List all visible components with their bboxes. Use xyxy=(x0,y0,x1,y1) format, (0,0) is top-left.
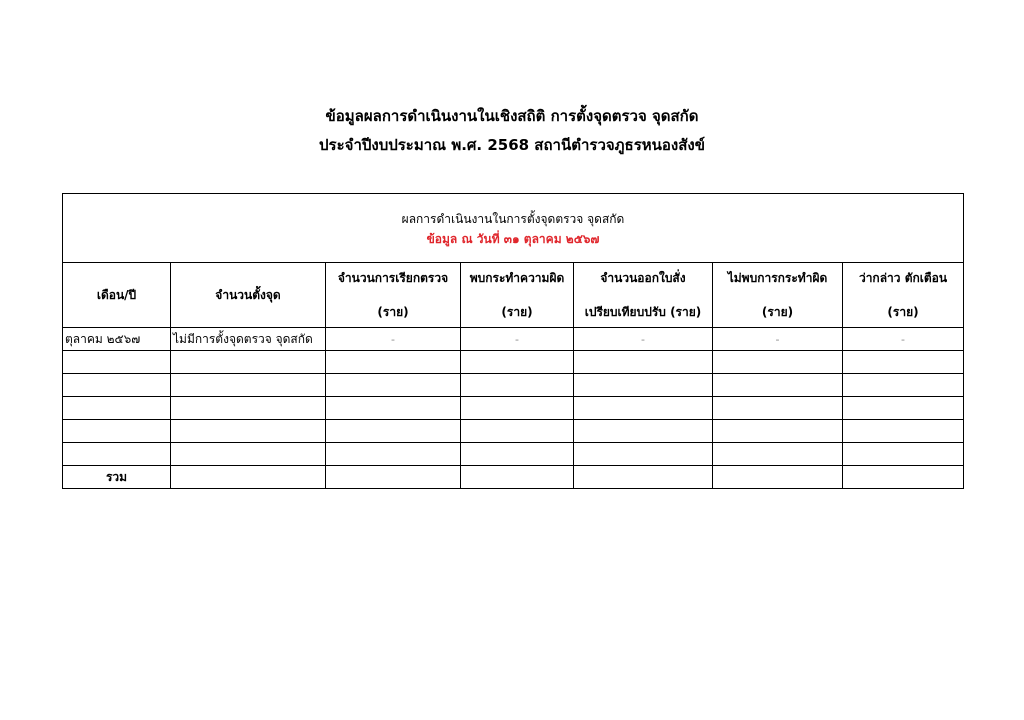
col-header-month-label: เดือน/ปี xyxy=(96,288,137,302)
cell-inspections xyxy=(326,351,461,374)
cell-checkpoints xyxy=(171,351,326,374)
cell-checkpoints xyxy=(171,420,326,443)
col-header-no-offense-unit: (ราย) xyxy=(761,305,794,319)
cell-no-offense: - xyxy=(713,328,843,351)
total-inspections xyxy=(326,466,461,489)
cell-offenses xyxy=(461,374,574,397)
cell-checkpoints xyxy=(171,397,326,420)
cell-checkpoints: ไม่มีการตั้งจุดตรวจ จุดสกัด xyxy=(171,328,326,351)
total-warnings xyxy=(843,466,964,489)
total-no-offense xyxy=(713,466,843,489)
cell-checkpoints xyxy=(171,443,326,466)
cell-month xyxy=(63,374,171,397)
col-header-inspections-unit: (ราย) xyxy=(377,305,409,319)
report-title: ข้อมูลผลการดำเนินงานในเชิงสถิติ การตั้งจุดตรวจ จุดสกัด xyxy=(325,107,699,125)
cell-tickets xyxy=(574,420,713,443)
cell-offenses xyxy=(461,397,574,420)
cell-no-offense xyxy=(713,397,843,420)
results-table xyxy=(62,193,964,489)
cell-inspections xyxy=(326,443,461,466)
cell-month: ตุลาคม ๒๕๖๗ xyxy=(63,328,171,351)
report-subtitle: ประจำปีงบประมาณ พ.ศ. 2568 สถานีตำรวจภูธรหนองสังข์ xyxy=(319,136,705,154)
cell-month xyxy=(63,443,171,466)
table-row xyxy=(63,351,964,374)
total-offenses xyxy=(461,466,574,489)
cell-inspections: - xyxy=(326,328,461,351)
col-header-no-offense-label: ไม่พบการกระทำผิด xyxy=(727,271,828,285)
column-headers xyxy=(63,263,964,328)
cell-offenses xyxy=(461,420,574,443)
cell-tickets xyxy=(574,351,713,374)
table-row xyxy=(63,443,964,466)
cell-month xyxy=(63,351,171,374)
col-header-inspections xyxy=(326,263,461,328)
col-header-warnings-label: ว่ากล่าว ตักเตือน xyxy=(858,271,948,285)
cell-warnings xyxy=(843,397,964,420)
cell-tickets xyxy=(574,443,713,466)
cell-no-offense xyxy=(713,443,843,466)
cell-tickets xyxy=(574,374,713,397)
col-header-inspections-label: จำนวนการเรียกตรวจ xyxy=(337,271,449,285)
cell-offenses xyxy=(461,351,574,374)
cell-no-offense xyxy=(713,374,843,397)
total-checkpoints xyxy=(171,466,326,489)
col-header-month xyxy=(63,263,171,328)
col-header-tickets-label: จำนวนออกใบสั่ง xyxy=(600,271,686,285)
cell-warnings: - xyxy=(843,328,964,351)
col-header-offenses xyxy=(461,263,574,328)
cell-month xyxy=(63,397,171,420)
col-header-tickets xyxy=(574,263,713,328)
cell-tickets: - xyxy=(574,328,713,351)
col-header-offenses-label: พบกระทำความผิด xyxy=(469,271,565,285)
cell-warnings xyxy=(843,351,964,374)
col-header-offenses-unit: (ราย) xyxy=(501,305,533,319)
cell-no-offense xyxy=(713,420,843,443)
cell-offenses: - xyxy=(461,328,574,351)
cell-inspections xyxy=(326,420,461,443)
caption-main: ผลการดำเนินงานในการตั้งจุดตรวจ จุดสกัด xyxy=(401,212,625,226)
cell-month xyxy=(63,420,171,443)
cell-warnings xyxy=(843,443,964,466)
col-header-no-offense xyxy=(713,263,843,328)
col-header-checkpoints-label: จำนวนตั้งจุด xyxy=(215,288,281,302)
total-row xyxy=(63,466,964,489)
col-header-checkpoints xyxy=(171,263,326,328)
col-header-warnings-unit: (ราย) xyxy=(887,305,919,319)
col-header-warnings xyxy=(843,263,964,328)
cell-inspections xyxy=(326,397,461,420)
caption-date: ข้อมูล ณ วันที่ ๓๑ ตุลาคม ๒๕๖๗ xyxy=(426,232,600,246)
cell-warnings xyxy=(843,374,964,397)
total-tickets xyxy=(574,466,713,489)
table-caption xyxy=(63,194,964,263)
table-row xyxy=(63,328,964,351)
col-header-tickets-unit: เปรียบเทียบปรับ (ราย) xyxy=(584,305,702,319)
cell-warnings xyxy=(843,420,964,443)
table-row xyxy=(63,374,964,397)
table-row xyxy=(63,397,964,420)
cell-offenses xyxy=(461,443,574,466)
cell-no-offense xyxy=(713,351,843,374)
cell-checkpoints xyxy=(171,374,326,397)
cell-tickets xyxy=(574,397,713,420)
table-row xyxy=(63,420,964,443)
total-label: รวม xyxy=(63,466,171,489)
cell-inspections xyxy=(326,374,461,397)
